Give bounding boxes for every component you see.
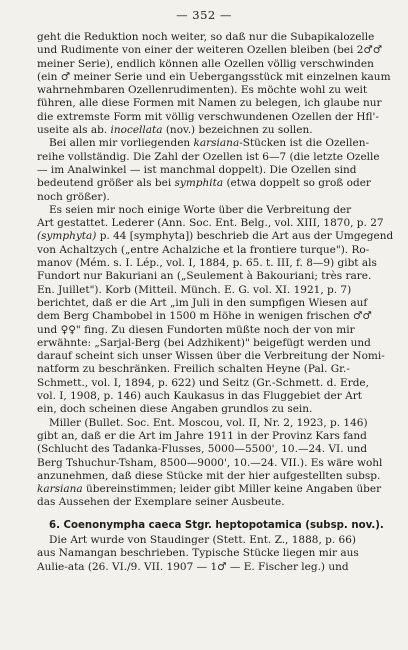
text-line <box>37 403 387 416</box>
text-span: p. 44 [symphyta]) beschrieb die Art aus der Umgegend <box>96 230 394 243</box>
text-line <box>37 230 394 243</box>
text-span: dem Berg Chambobel in 1500 m Höhe in wenigen frischen ♂♂ <box>37 310 372 323</box>
text-line <box>37 390 387 403</box>
text-span: die extremste Form mit völlig verschwundenen Ozellen der Hfl'- <box>37 110 379 123</box>
text-line <box>37 257 387 270</box>
paragraph <box>37 534 387 574</box>
text-span: -Stücken ist die Ozellen- <box>239 137 370 150</box>
text-span: geht die Reduktion noch weiter, so daß nur die Subapikalozelle <box>37 31 375 43</box>
text-span: von Achaltzych („entre Achalziche et la frontiere turque"). Ro- <box>37 243 370 256</box>
text-line <box>37 217 387 230</box>
italic-term: karsiana <box>193 137 240 150</box>
text-span: Fundort nur Bakuriani an („Seulement à Bakouriani; très rare. <box>37 270 372 283</box>
text-line <box>37 31 387 44</box>
text-line <box>37 561 387 574</box>
text-span: Aulie-ata (26. VI./9. VII. 1907 — 1♂ — E. Fischer leg.) und <box>37 560 349 573</box>
text-line <box>37 270 387 283</box>
text-line <box>37 547 387 560</box>
text-span: vol. I, 1908, p. 146) auch Kaukasus in das Fluggebiet der Art <box>37 390 362 403</box>
text-span: wahrnehmbaren Ozellenrudimenten). Es möchte wohl zu weit <box>37 84 368 97</box>
text-span: Es seien mir noch einige Worte über die Verbreitung der <box>49 203 352 216</box>
text-line <box>37 58 387 71</box>
text-span: natform zu beschränken. Freilich schalten Heyne (Pal. Gr.- <box>37 363 350 376</box>
text-span: useite als ab. <box>37 124 111 137</box>
italic-term: karsiana <box>37 483 83 496</box>
text-span: En. Juillet"). Korb (Mitteil. Münch. E. G. vol. XI. 1921, p. 7) <box>37 283 352 296</box>
text-span: und Rudimente von einer der weiteren Ozellen bleiben (bei 2♂♂ <box>37 44 383 57</box>
text-span: anzunehmen, daß diese Stücke mit der hier aufgestellten subsp. <box>37 469 381 482</box>
text-line <box>37 204 387 217</box>
text-span: gibt an, daß er die Art im Jahre 1911 in der Provinz Kars fand <box>37 429 367 442</box>
text-line <box>37 284 387 297</box>
text-line <box>37 350 387 363</box>
text-span: manov (Mém. s. I. Lép., vol. I, 1884, p. 65. t. III, f. 8—9) gibt als <box>37 257 377 270</box>
text-line <box>37 70 391 84</box>
text-line <box>37 457 387 470</box>
text-line <box>37 137 387 150</box>
text-span: — im Analwinkel — ist manchmal doppelt). Die Ozellen sind <box>37 163 357 176</box>
text-span: meiner Serie), endlich können alle Ozellen völlig verschwinden <box>37 57 374 70</box>
text-span: aus Namangan beschrieben. Typische Stücke liegen mir aus <box>37 547 359 560</box>
text-span: Berg Tshuchur-Tsham, 8500—9000', 10.—24. VII.). Es wäre wohl <box>37 456 383 469</box>
text-span: Bei allen mir vorliegenden <box>49 137 194 150</box>
text-line <box>37 443 387 456</box>
text-line <box>37 337 387 350</box>
text-line <box>37 124 387 137</box>
text-line <box>37 84 387 97</box>
text-line <box>37 244 387 257</box>
text-line <box>37 430 387 443</box>
body-text <box>37 31 394 574</box>
page-number: — 352 — <box>176 8 232 22</box>
text-line <box>37 496 387 509</box>
text-span: Miller (Bullet. Soc. Ent. Moscou, vol. II, Nr. 2, 1923, p. 146) <box>49 416 368 429</box>
text-line <box>37 177 387 190</box>
text-line <box>37 470 387 483</box>
paragraph <box>37 31 391 137</box>
text-span: (etwa doppelt so groß oder <box>223 177 371 190</box>
text-line <box>37 111 387 124</box>
text-line <box>37 377 387 390</box>
text-span: übereinstimmen; leider gibt Miller keine Angaben über <box>82 483 382 496</box>
text-span: Die Art wurde von Staudinger (Stett. Ent. Z., 1888, p. 66) <box>49 533 356 546</box>
text-span: (nov.) bezeichnen zu sollen. <box>162 124 313 137</box>
text-line <box>37 417 387 430</box>
text-line <box>37 363 387 376</box>
italic-term: (symphyta) <box>37 230 97 243</box>
text-line <box>37 44 387 57</box>
text-span: erwähnte: „Sarjal-Berg (bei Adzhikent)" beigefügt werden und <box>37 336 371 349</box>
text-span: bedeutend größer als bei <box>37 177 175 190</box>
text-span: das Aussehen der Exemplare seiner Ausbeute. <box>37 496 285 509</box>
text-span: reihe vollständig. Die Zahl der Ozellen ist 6—7 (die letzte Ozelle <box>37 150 380 163</box>
text-line <box>37 97 387 110</box>
text-line <box>37 151 387 164</box>
text-line <box>37 324 387 337</box>
text-line <box>37 297 387 310</box>
text-span: Schmett., vol. I, 1894, p. 622) und Seitz (Gr.-Schmett. d. Erde, <box>37 376 369 389</box>
text-span: (ein ♂ meiner Serie und ein Uebergangsstück mit einzelnen kaum <box>37 70 391 83</box>
text-span: und ♀♀" fing. Zu diesen Fundorten müßte noch der von mir <box>37 323 355 336</box>
paragraph <box>37 203 394 417</box>
text-line <box>37 164 387 177</box>
text-span: berichtet, daß er die Art „im Juli in den sumpfigen Wiesen auf <box>37 296 368 309</box>
text-line <box>37 310 387 323</box>
text-span: führen, alle diese Formen mit Namen zu belegen, ich glaube nur <box>37 97 382 110</box>
text-line <box>37 191 387 204</box>
italic-term: symphita <box>174 177 224 190</box>
paragraph <box>37 137 387 203</box>
text-span: Art gestattet. Lederer (Ann. Soc. Ent. Belg., vol. XIII, 1870, p. 27 <box>37 217 384 230</box>
paragraph <box>37 417 387 510</box>
section-heading: 6. Coenonympha caeca Stgr. heptopotamica (subsp. nov.). <box>49 519 384 531</box>
italic-term: inocellata <box>110 124 163 137</box>
text-span: noch größer). <box>37 190 110 203</box>
text-span: ein, doch scheinen diese Angaben grundlos zu sein. <box>37 403 313 416</box>
text-span: darauf scheint sich unser Wissen über die Verbreitung der Nomi- <box>37 350 385 363</box>
text-span: (Schlucht des Tadanka-Flusses, 5000—5500', 10.—24. VI. und <box>37 443 368 456</box>
text-line <box>37 534 387 547</box>
text-line <box>37 483 387 496</box>
